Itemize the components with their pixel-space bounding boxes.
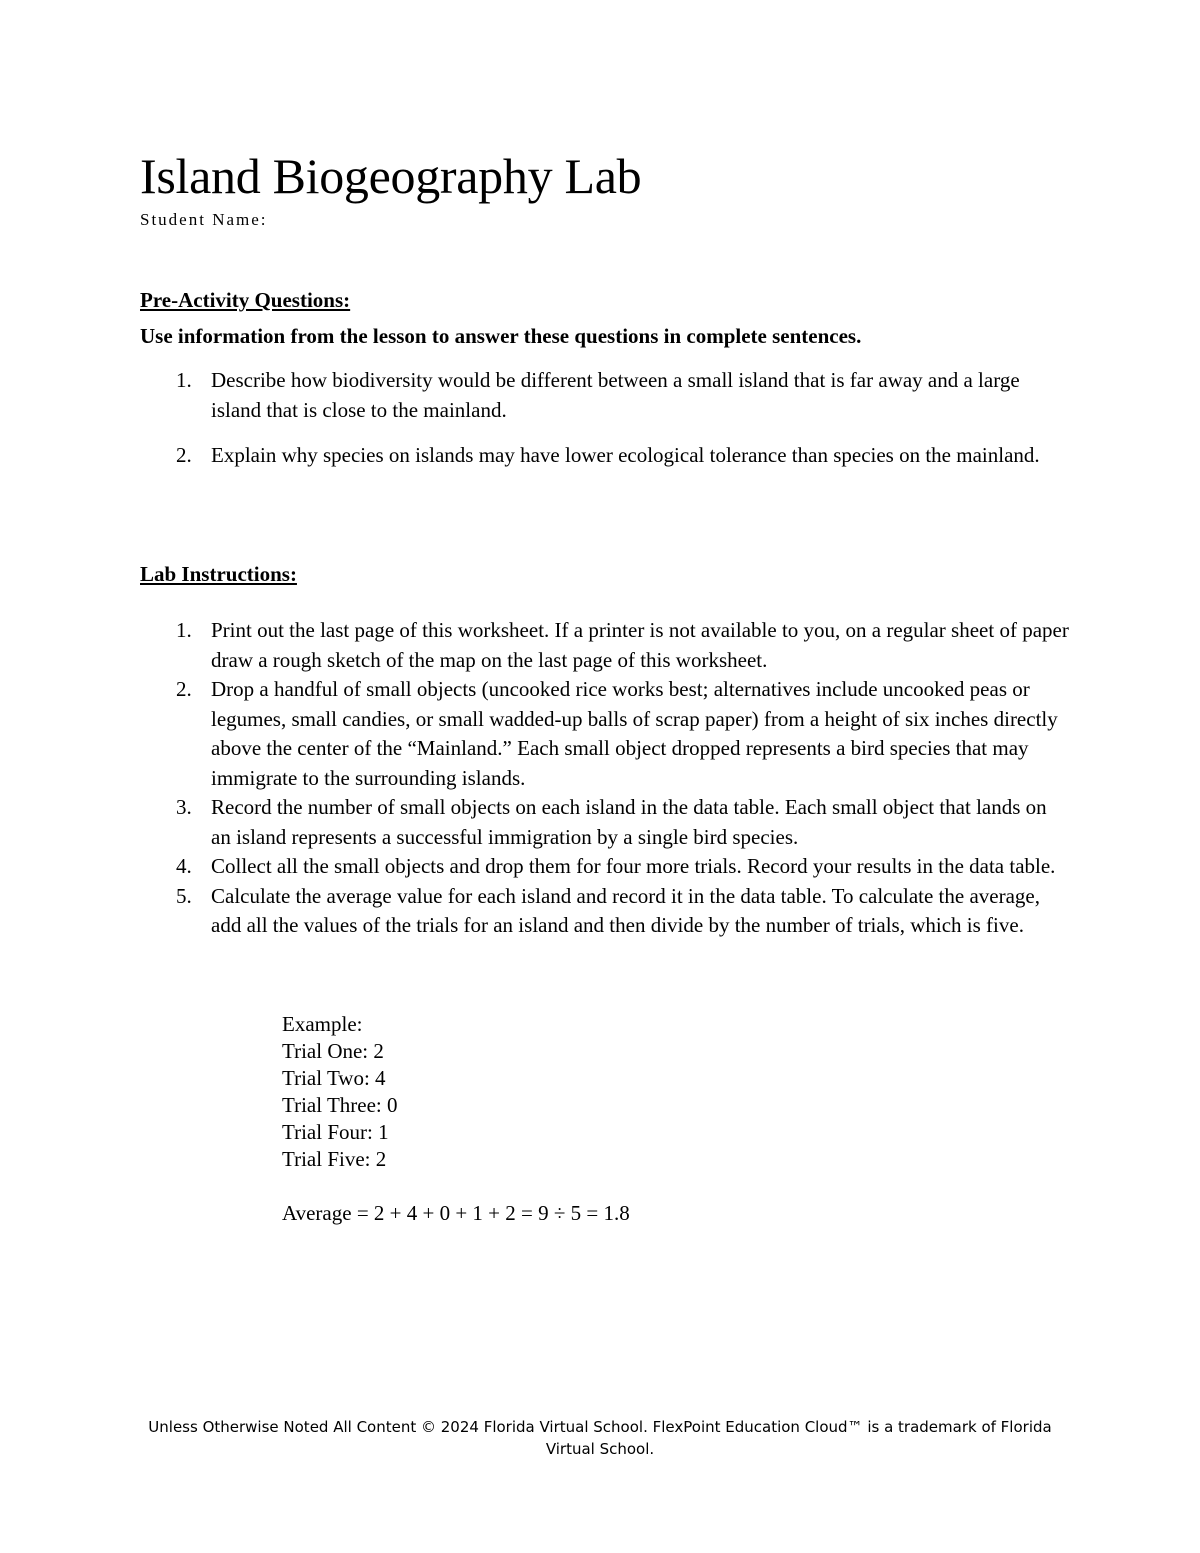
pre-activity-heading: Pre-Activity Questions: xyxy=(140,288,351,312)
example-average: Average = 2 + 4 + 0 + 1 + 2 = 9 ÷ 5 = 1.8 xyxy=(282,1201,630,1225)
instruction-step xyxy=(140,616,1070,675)
example-trial: Trial Three: 0 xyxy=(282,1093,398,1117)
step-number: 2. xyxy=(176,677,192,701)
step-text: Calculate the average value for each island and record it in the data table. To calculate the average, add all the values of the trials for an island and then divide by the number of trials, which is five. xyxy=(211,883,1040,937)
step-number: 5. xyxy=(176,883,192,908)
footer xyxy=(100,1416,1100,1460)
instruction-step xyxy=(140,675,1070,793)
question-item xyxy=(140,441,1070,471)
lab-instructions-heading: Lab Instructions: xyxy=(140,562,297,586)
question-number: 2. xyxy=(176,443,192,467)
lab-instructions-list xyxy=(140,616,1070,941)
step-text: Print out the last page of this worksheet. If a printer is not available to you, on a regular sheet of paper draw a rough sketch of the map on the last page of this worksheet. xyxy=(211,618,1069,672)
footer-line-1: Unless Otherwise Noted All Content © 2024 Florida Virtual School. FlexPoint Education Cloud™ is a trademark of Florida xyxy=(148,1418,1052,1436)
pre-activity-question-list xyxy=(140,366,1070,487)
question-text: Explain why species on islands may have lower ecological tolerance than species on the mainland. xyxy=(211,443,1040,467)
step-text: Record the number of small objects on each island in the data table. Each small object that lands on an island represents a successful immigration by a single bird species. xyxy=(211,795,1047,849)
example-trial: Trial Two: 4 xyxy=(282,1066,386,1090)
example-trial: Trial Four: 1 xyxy=(282,1120,389,1144)
footer-line-2: Virtual School. xyxy=(545,1440,655,1458)
page-title: Island Biogeography Lab xyxy=(140,148,642,204)
step-number: 3. xyxy=(176,795,192,819)
example-trial: Trial Five: 2 xyxy=(282,1147,387,1171)
example-block xyxy=(282,1011,630,1227)
step-number: 4. xyxy=(176,854,192,878)
question-number: 1. xyxy=(176,368,192,392)
step-text: Collect all the small objects and drop them for four more trials. Record your results in the data table. xyxy=(211,854,1056,878)
question-text: Describe how biodiversity would be different between a small island that is far away and a large island that is close to the mainland. xyxy=(211,368,1020,422)
student-name-label: Student Name: xyxy=(140,210,268,229)
pre-activity-instruction: Use information from the lesson to answer these questions in complete sentences. xyxy=(140,324,862,348)
instruction-step xyxy=(140,793,1070,852)
example-label: Example: xyxy=(282,1012,363,1036)
example-trial: Trial One: 2 xyxy=(282,1039,384,1063)
step-number: 1. xyxy=(176,618,192,642)
step-text: Drop a handful of small objects (uncooked rice works best; alternatives include uncooked peas or legumes, small candies, or small wadded-up balls of scrap paper) from a height of six inches directly above the center of the “Mainland.” Each small object dropped represents a bird species that may immigrate to the surrounding islands. xyxy=(211,677,1058,790)
example-spacer xyxy=(282,1173,630,1200)
instruction-step xyxy=(140,852,1070,882)
question-item xyxy=(140,366,1070,425)
instruction-step xyxy=(140,882,1070,941)
